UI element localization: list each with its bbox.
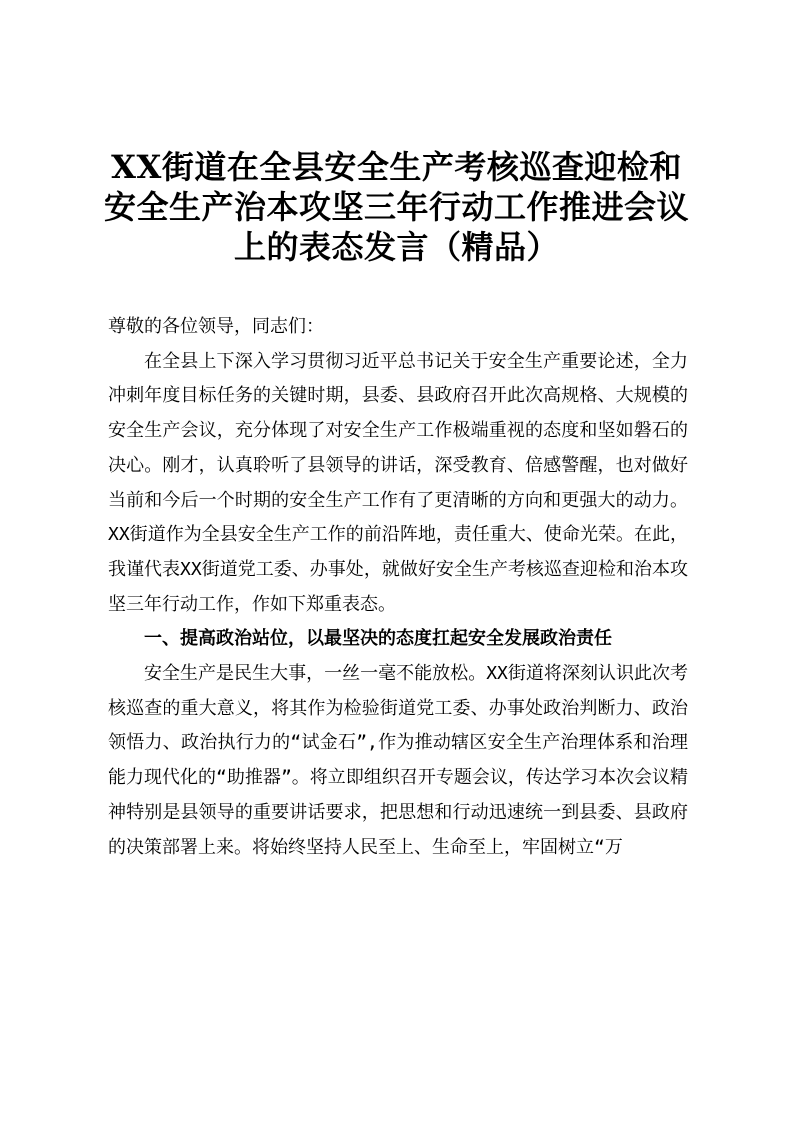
section-heading-1: 一、提高政治站位，以最坚决的态度扛起安全发展政治责任	[144, 628, 612, 650]
paragraph-section-1: 安全生产是民生大事，一丝一毫不能放松。XX街道将深刻认识此次考核巡查的重大意义，将其作为检验街道党工委、办事处政治判断力、政治领悟力、政治执行力的“试金石”,作为推动辖区安全生产治理体系和治理能力现代化的“助推器”。将立即组织召开专题会议，传达学习本次会议精神特别是县领导的重要讲话要求，把思想和行动迅速统一到县委、县政府的决策部署上来。将始终坚持人民至上、生命至上，牢固树立“万	[108, 663, 688, 858]
document-title	[60, 147, 733, 267]
paragraph-intro: 在全县上下深入学习贯彻习近平总书记关于安全生产重要论述，全力冲刺年度目标任务的关键时期，县委、县政府召开此次高规格、大规模的安全生产会议，充分体现了对安全生产工作极端重视的态度和坚如磐石的决心。刚才，认真聆听了县领导的讲话，深受教育、倍感警醒，也对做好当前和今后一个时期的安全生产工作有了更清晰的方向和更强大的动力。XX街道作为全县安全生产工作的前沿阵地，责任重大、使命光荣。在此，我谨代表XX街道党工委、办事处，就做好安全生产考核巡查迎检和治本攻坚三年行动工作，作如下郑重表态。	[108, 350, 688, 615]
title-line-2: 安全生产治本攻坚三年行动工作推进会议	[103, 188, 689, 226]
document-body	[108, 310, 688, 865]
title-line-1: XX街道在全县安全生产考核巡查迎检和	[111, 148, 682, 186]
salutation: 尊敬的各位领导，同志们：	[108, 316, 324, 337]
title-line-3: 上的表态发言（精品）	[233, 228, 559, 266]
